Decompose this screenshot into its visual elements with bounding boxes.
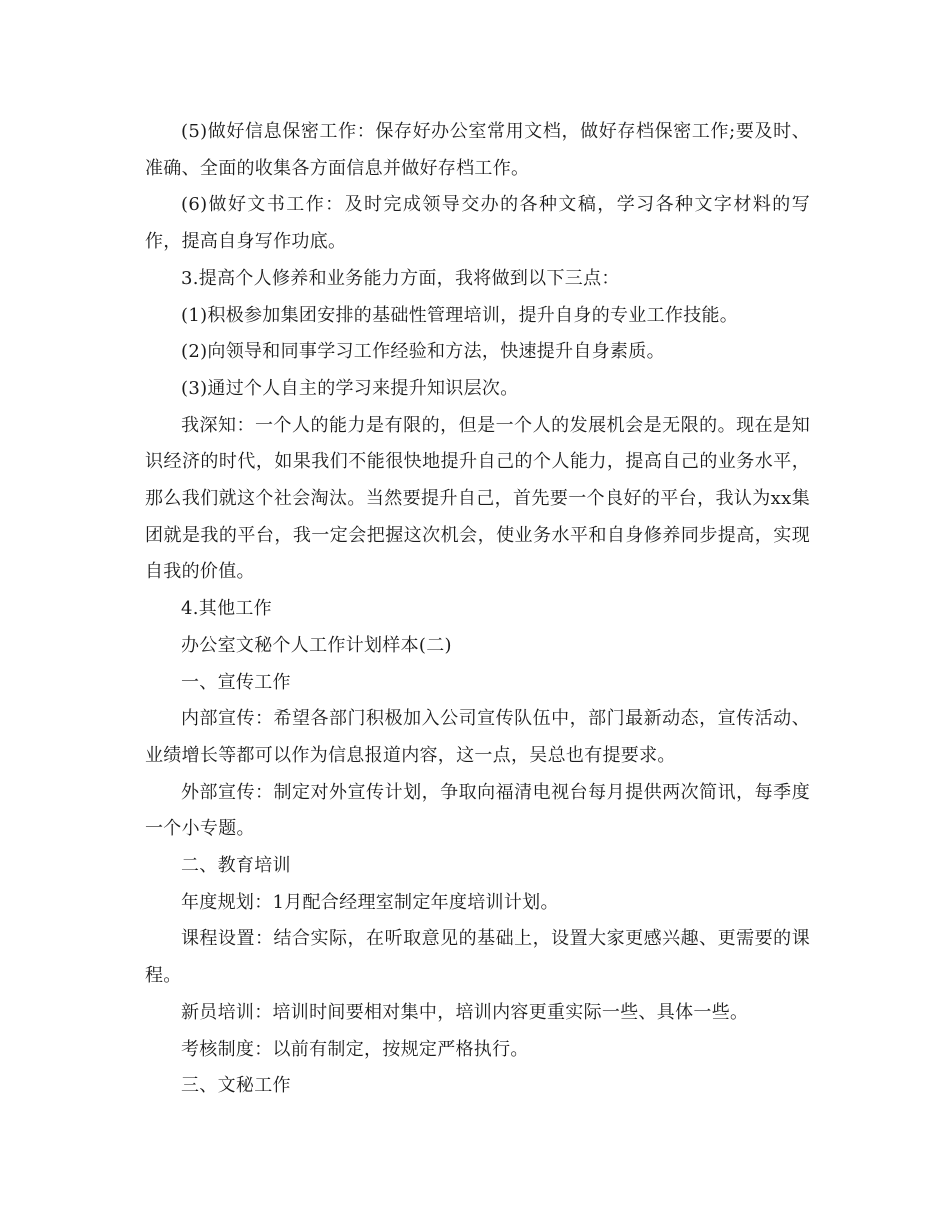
paragraph-training: (1)积极参加集团安排的基础性管理培训，提升自身的专业工作技能。 [181,304,739,326]
paragraph-learn-colleagues: (2)向领导和同事学习工作经验和方法，快速提升自身素质。 [181,341,665,363]
paragraph-reflection: 我深知：一个人的能力是有限的，但是一个人的发展机会是无限的。现在是知识经济的时代，如果我们不能很快地提升自己的个人能力，提高自己的业务水平，那么我们就这个社会淘汰。当然要提升自己，首先要一个良好的平台，我认为xx集团就是我的平台，我一定会把握这次机会，使业务水平和自身修养同步提高，实现自我的价值。 [145,414,810,583]
heading-publicity: 一、宣传工作 [181,671,291,693]
paragraph-self-improvement: 3.提高个人修养和业务能力方面，我将做到以下三点： [181,267,620,289]
paragraph-course-setup: 课程设置：结合实际，在听取意见的基础上，设置大家更感兴趣、更需要的课程。 [145,928,810,987]
heading-secretarial-work: 三、文秘工作 [181,1075,291,1097]
heading-education-training: 二、教育培训 [181,855,291,877]
paragraph-annual-plan: 年度规划：1月配合经理室制定年度培训计划。 [181,891,559,913]
paragraph-internal-publicity: 内部宣传：希望各部门积极加入公司宣传队伍中，部门最新动态，宣传活动、业绩增长等都可以作为信息报道内容，这一点，吴总也有提要求。 [145,708,810,766]
paragraph-self-study: (3)通过个人自主的学习来提升知识层次。 [181,377,519,399]
paragraph-new-staff-training: 新员培训：培训时间要相对集中，培训内容更重实际一些、具体一些。 [181,1001,749,1023]
paragraph-clerical: (6)做好文书工作：及时完成领导交办的各种文稿，学习各种文字材料的写作，提高自身写作功底。 [145,194,810,253]
document-body [145,114,810,1105]
paragraph-confidentiality: (5)做好信息保密工作：保存好办公室常用文档，做好存档保密工作;要及时、准确、全面的收集各方面信息并做好存档工作。 [145,121,810,179]
paragraph-other-work: 4.其他工作 [181,598,272,620]
section-title-sample-two: 办公室文秘个人工作计划样本(二) [181,634,452,656]
paragraph-external-publicity: 外部宣传：制定对外宣传计划，争取向福清电视台每月提供两次简讯，每季度一个小专题。 [145,781,810,840]
paragraph-assessment: 考核制度：以前有制定，按规定严格执行。 [181,1038,529,1060]
